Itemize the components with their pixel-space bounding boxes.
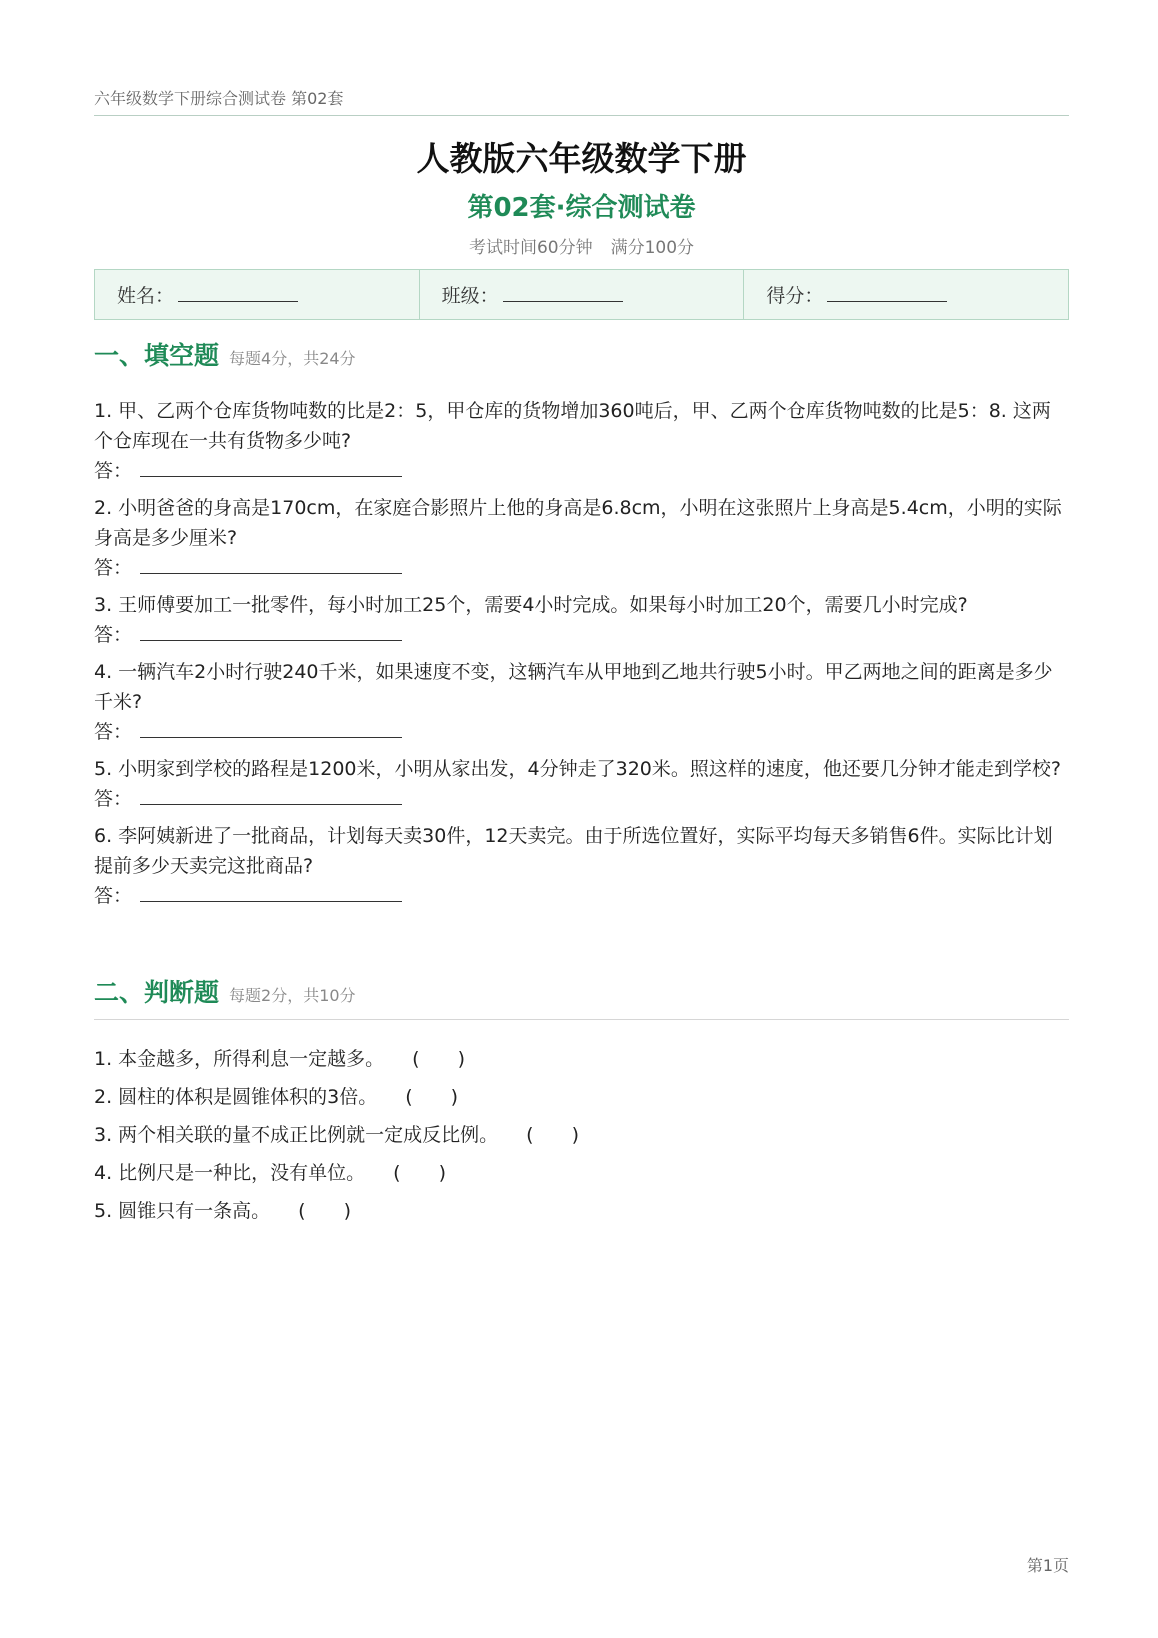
question-5: 5. 小明家到学校的路程是1200米，小明从家出发，4分钟走了320米。照这样的速度，他还要几分钟才能走到学校?	[94, 758, 1061, 780]
judgment-item-4	[94, 1154, 1069, 1192]
section-score-note: 每题2分，共10分	[229, 986, 356, 1005]
judgment-text: 2. 圆柱的体积是圆锥体积的3倍。	[94, 1086, 378, 1108]
answer-parentheses[interactable]: ( )	[526, 1124, 579, 1146]
score-label: 得分：	[766, 285, 824, 307]
answer-label: 答：	[94, 721, 133, 743]
page-subtitle: 第02套·综合测试卷	[467, 193, 696, 223]
section-divider	[94, 1019, 1069, 1020]
class-cell	[419, 270, 744, 319]
question-3: 3. 王师傅要加工一批零件，每小时加工25个，需要4小时完成。如果每小时加工20个，需要几小时完成?	[94, 594, 968, 616]
answer-parentheses[interactable]: ( )	[405, 1086, 459, 1108]
question-list	[94, 396, 1069, 911]
question-6: 6. 李阿姨新进了一批商品，计划每天卖30件，12天卖完。由于所选位置好，实际平均每天多销售6件。实际比计划提前多少天卖完这批商品?	[94, 825, 1053, 877]
answer-label: 答：	[94, 788, 133, 810]
exam-page	[94, 0, 1069, 1638]
answer-parentheses[interactable]: ( )	[298, 1200, 351, 1222]
class-label: 班级：	[441, 285, 499, 307]
judgment-text: 4. 比例尺是一种比，没有单位。	[94, 1162, 366, 1184]
judgment-item-3	[94, 1116, 1069, 1154]
answer-field-4[interactable]	[140, 736, 402, 738]
answer-label: 答：	[94, 557, 133, 579]
class-field[interactable]	[503, 300, 623, 302]
section-true-false	[94, 973, 1069, 1230]
answer-row-2	[94, 553, 1069, 583]
page-number: 第1页	[1026, 1556, 1069, 1575]
student-info-box	[94, 269, 1069, 320]
answer-label: 答：	[94, 460, 133, 482]
exam-meta	[94, 233, 1069, 258]
answer-field-3[interactable]	[140, 639, 402, 641]
answer-label: 答：	[94, 885, 133, 907]
answer-row-6	[94, 881, 1069, 911]
answer-field-5[interactable]	[140, 803, 402, 805]
judgment-item-1	[94, 1040, 1069, 1078]
answer-row-1	[94, 456, 1069, 486]
judgment-text: 3. 两个相关联的量不成正比例就一定成反比例。	[94, 1124, 499, 1146]
answer-row-4	[94, 717, 1069, 747]
question-2: 2. 小明爸爸的身高是170cm，在家庭合影照片上他的身高是6.8cm，小明在这张照片上身高是5.4cm，小明的实际身高是多少厘米?	[94, 497, 1062, 549]
section-title: 一、填空题	[94, 341, 220, 370]
exam-full-score: 满分100分	[610, 238, 695, 258]
name-cell	[95, 270, 419, 319]
header-divider	[94, 115, 1069, 116]
name-field[interactable]	[178, 300, 298, 302]
section-header	[94, 973, 1069, 1009]
answer-row-3	[94, 620, 1069, 650]
judgment-text: 1. 本金越多，所得利息一定越多。	[94, 1048, 385, 1070]
question-4: 4. 一辆汽车2小时行驶240千米，如果速度不变，这辆汽车从甲地到乙地共行驶5小时。甲乙两地之间的距离是多少千米?	[94, 661, 1053, 713]
answer-field-2[interactable]	[140, 572, 402, 574]
score-field[interactable]	[827, 300, 947, 302]
section-fill-in	[94, 336, 1069, 918]
section-score-note: 每题4分，共24分	[229, 349, 356, 368]
running-header: 六年级数学下册综合测试卷 第02套	[94, 89, 344, 108]
page-title: 人教版六年级数学下册	[416, 139, 747, 178]
answer-label: 答：	[94, 624, 133, 646]
judgment-text: 5. 圆锥只有一条高。	[94, 1200, 271, 1222]
section-title: 二、判断题	[94, 978, 220, 1007]
section-header	[94, 336, 1069, 372]
answer-parentheses[interactable]: ( )	[393, 1162, 446, 1184]
judgment-list	[94, 1040, 1069, 1230]
answer-row-5	[94, 784, 1069, 814]
answer-parentheses[interactable]: ( )	[412, 1048, 465, 1070]
name-label: 姓名：	[117, 285, 175, 307]
answer-field-6[interactable]	[140, 900, 402, 902]
score-cell	[743, 270, 1068, 319]
judgment-item-2	[94, 1078, 1069, 1116]
question-1: 1. 甲、乙两个仓库货物吨数的比是2：5，甲仓库的货物增加360吨后，甲、乙两个仓库货物吨数的比是5：8. 这两个仓库现在一共有货物多少吨?	[94, 400, 1051, 452]
judgment-item-5	[94, 1192, 1069, 1230]
exam-time: 考试时间60分钟	[468, 238, 593, 258]
answer-field-1[interactable]	[140, 475, 402, 477]
